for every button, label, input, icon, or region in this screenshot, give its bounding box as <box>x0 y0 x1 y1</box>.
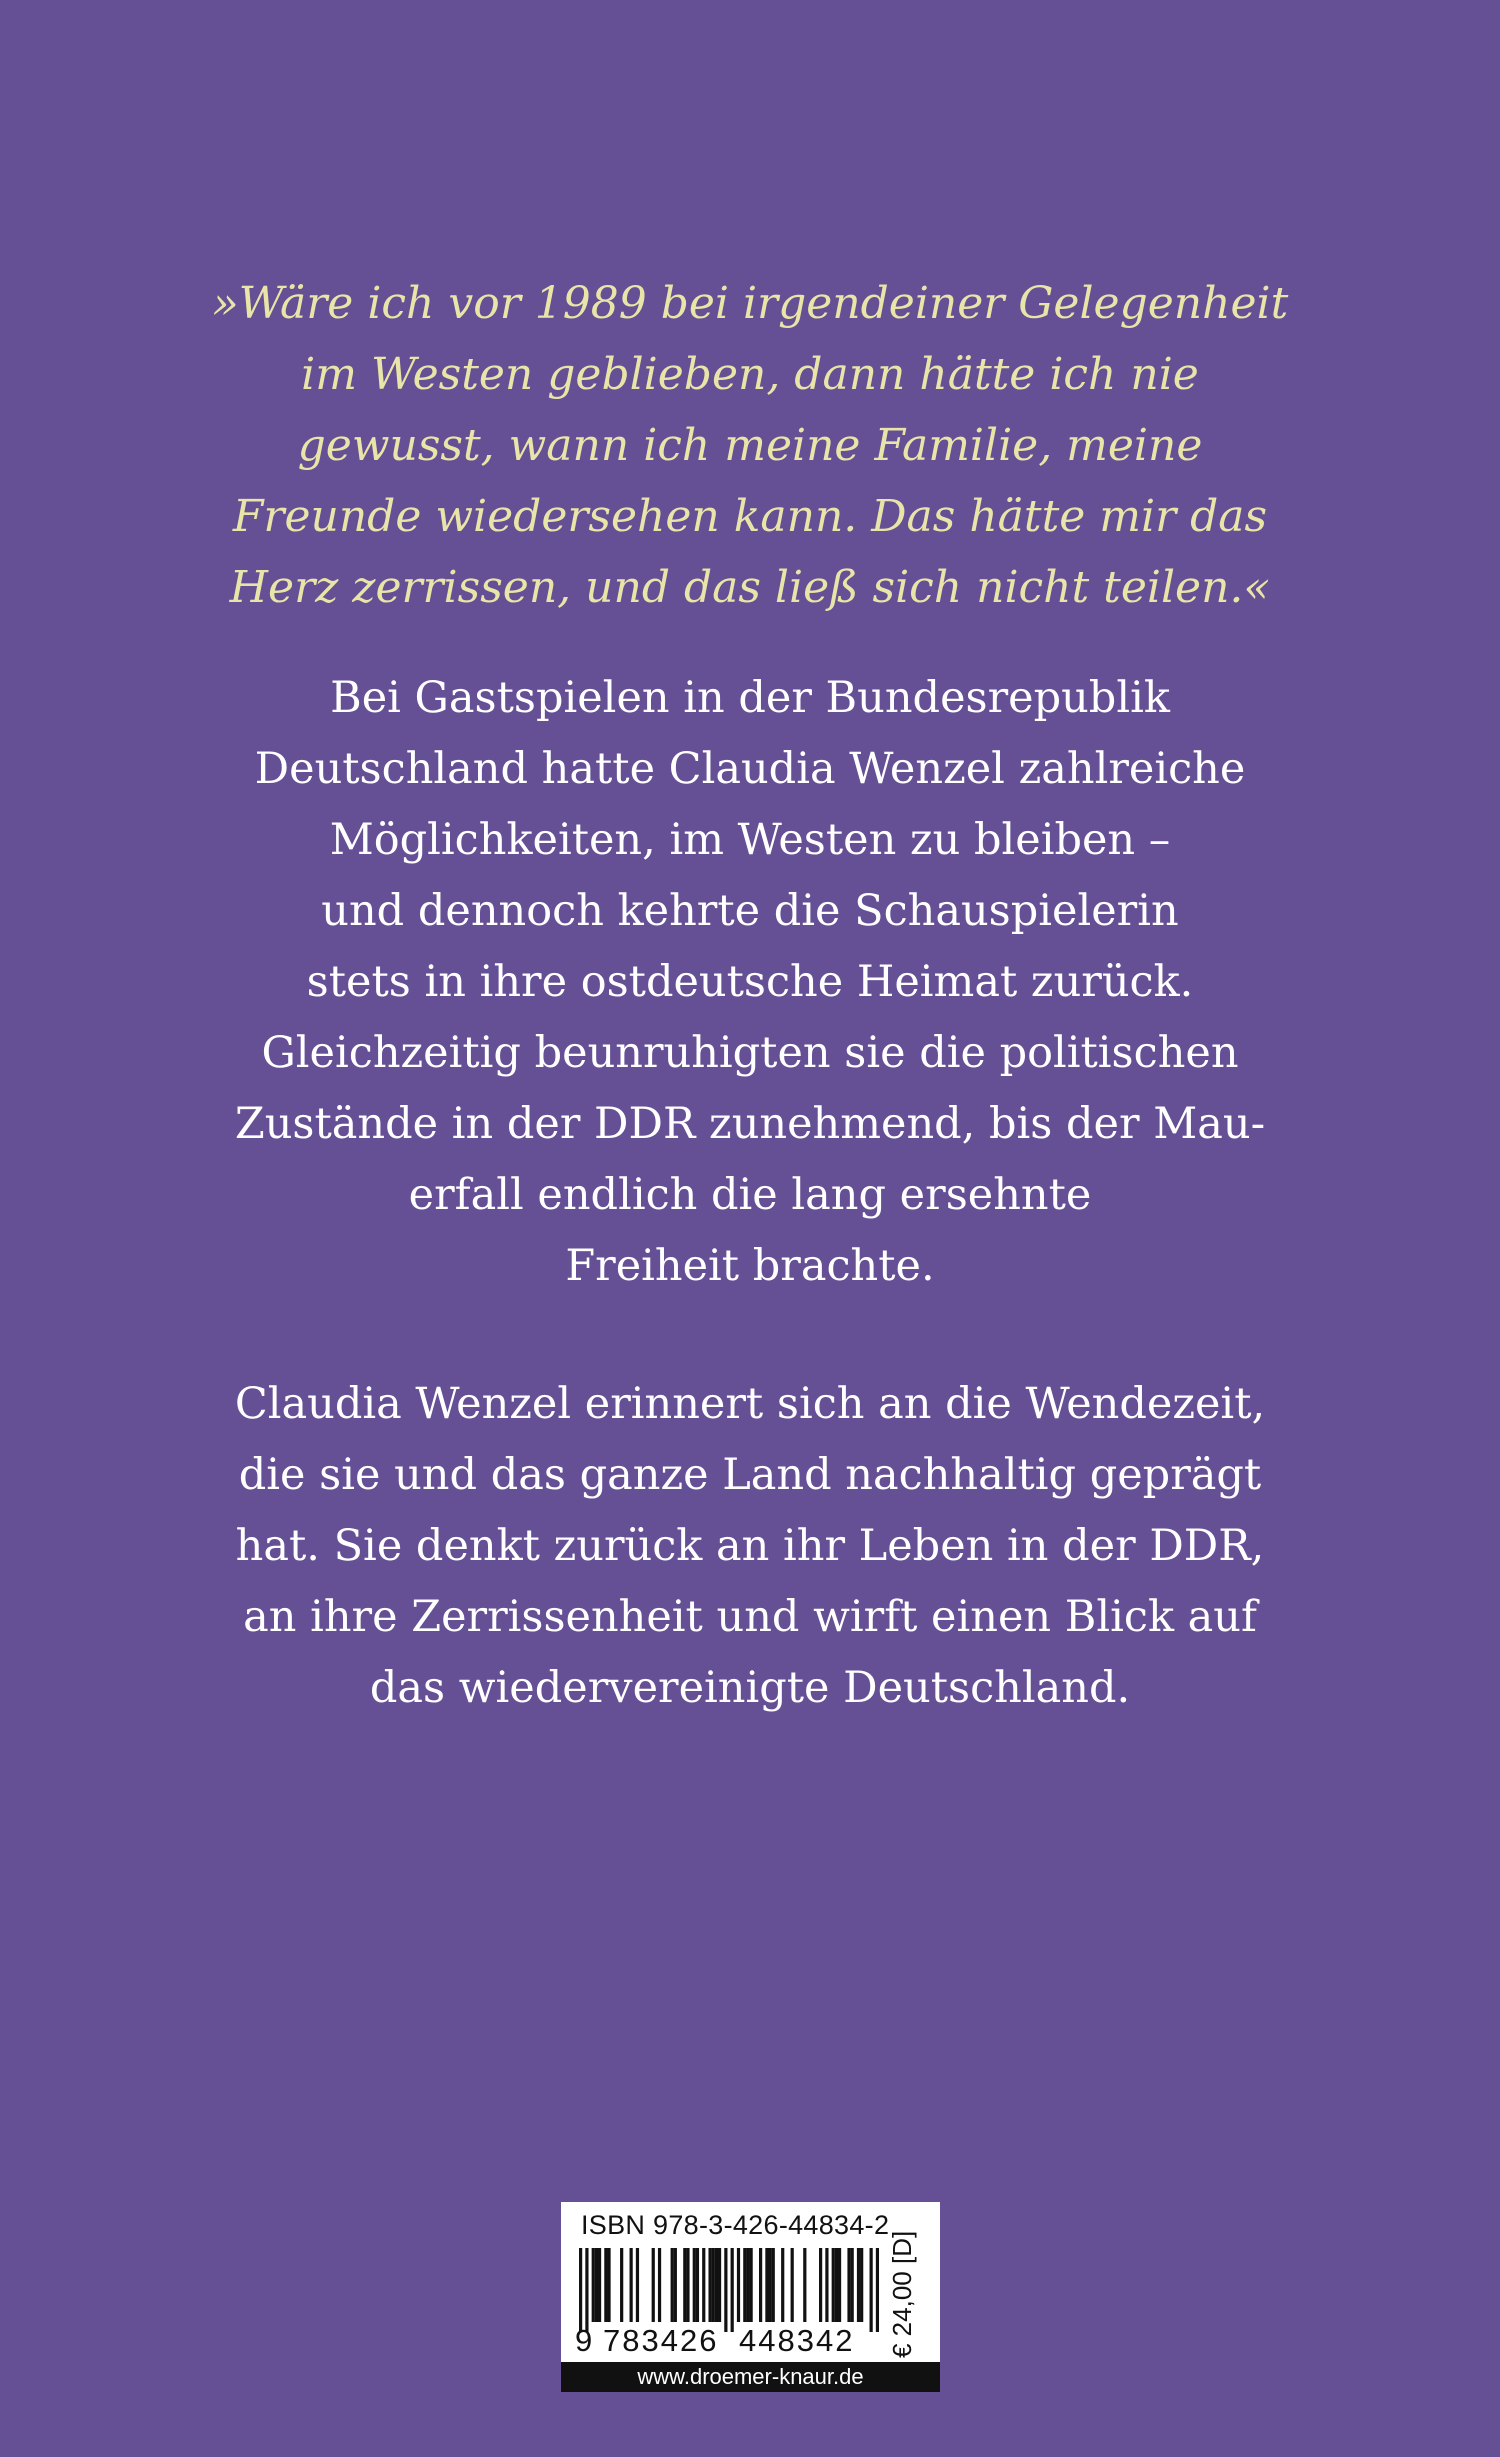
barcode-bar <box>724 2248 727 2332</box>
blurb-line: Claudia Wenzel erinnert sich an die Wendezeit, <box>234 1379 1266 1429</box>
quote-line: Freunde wiedersehen kann. Das hätte mir das <box>232 491 1268 542</box>
blurb-line: das wiedervereinigte Deutschland. <box>369 1663 1131 1713</box>
barcode-bar <box>712 2248 715 2322</box>
blurb-line: hat. Sie denkt zurück an ihr Leben in der DDR, <box>235 1521 1265 1571</box>
barcode-bar <box>636 2248 639 2322</box>
barcode-bar <box>579 2248 582 2332</box>
barcode-bar <box>765 2248 768 2322</box>
barcode-bar <box>598 2248 601 2322</box>
isbn-label: ISBN 978-3-426-44834-2 <box>581 2210 890 2240</box>
barcode-bar <box>759 2248 762 2322</box>
quote-line: »Wäre ich vor 1989 bei irgendeiner Gelegenheit <box>211 278 1289 329</box>
barcode-bar <box>715 2248 718 2322</box>
barcode-icon <box>579 2248 879 2332</box>
barcode-bar <box>746 2248 749 2322</box>
barcode-bar <box>876 2248 879 2332</box>
barcode-digits-left: 783426 <box>603 2323 719 2358</box>
blurb-line: an ihre Zerrissenheit und wirft einen Blick auf <box>243 1592 1257 1642</box>
barcode-bar <box>652 2248 655 2322</box>
barcode-bar <box>768 2248 771 2322</box>
publisher-url: www.droemer-knaur.de <box>561 2362 940 2392</box>
barcode-bar <box>592 2248 595 2322</box>
barcode-bar <box>791 2248 794 2322</box>
blurb-line: Zustände in der DDR zunehmend, bis der Mau- <box>234 1099 1266 1149</box>
blurb-line: stets in ihre ostdeutsche Heimat zurück. <box>306 957 1194 1007</box>
blurb-paragraph-1 <box>150 663 1350 1302</box>
quote-line: gewusst, wann ich meine Familie, meine <box>297 420 1203 471</box>
barcode-bar <box>803 2248 806 2322</box>
barcode-bar <box>686 2248 689 2322</box>
blurb-line: die sie und das ganze Land nachhaltig geprägt <box>238 1450 1262 1500</box>
barcode-bar <box>847 2248 850 2322</box>
barcode-bar <box>693 2248 696 2322</box>
blurb-line: und dennoch kehrte die Schauspielerin <box>321 886 1179 936</box>
barcode-bar <box>674 2248 677 2322</box>
barcode-bar <box>781 2248 784 2322</box>
blurb-line: Gleichzeitig beunruhigten sie die politischen <box>261 1028 1239 1078</box>
quote-line: im Westen geblieben, dann hätte ich nie <box>301 349 1199 400</box>
barcode-bar <box>696 2248 699 2322</box>
barcode-bar <box>857 2248 860 2322</box>
cover-quote <box>150 268 1350 623</box>
barcode-bar <box>737 2248 740 2322</box>
barcode-bar <box>718 2248 721 2322</box>
barcode-digits-right: 448342 <box>739 2323 855 2358</box>
quote-line: Herz zerrissen, und das ließ sich nicht teilen.« <box>229 562 1271 613</box>
blurb-line: Freiheit brachte. <box>565 1241 935 1291</box>
barcode-bar <box>595 2248 598 2322</box>
barcode-bar <box>825 2248 828 2322</box>
barcode-bar <box>743 2248 746 2322</box>
price-label: € 24,00 [D] <box>887 2230 917 2358</box>
blurb-line: erfall endlich die lang ersehnte <box>408 1170 1092 1220</box>
barcode-bar <box>585 2248 588 2332</box>
barcode-bar <box>819 2248 822 2322</box>
barcode-bar <box>671 2248 674 2322</box>
barcode-bar <box>731 2248 734 2332</box>
barcode-bar <box>607 2248 610 2322</box>
blurb-paragraph-2 <box>150 1369 1350 1724</box>
isbn-barcode-panel <box>561 2202 940 2362</box>
barcode-bar <box>683 2248 686 2322</box>
barcode-bar <box>870 2248 873 2332</box>
barcode-digit-first: 9 <box>575 2323 593 2358</box>
barcode-bar <box>702 2248 705 2322</box>
barcode-bar <box>832 2248 835 2322</box>
barcode-bar <box>838 2248 841 2322</box>
barcode-bar <box>860 2248 863 2322</box>
blurb-line: Bei Gastspielen in der Bundesrepublik <box>330 673 1170 723</box>
barcode-bar <box>604 2248 607 2322</box>
blurb-line: Möglichkeiten, im Westen zu bleiben – <box>329 815 1171 865</box>
barcode-bar <box>835 2248 838 2322</box>
barcode-bar <box>750 2248 753 2322</box>
blurb-line: Deutschland hatte Claudia Wenzel zahlreiche <box>254 744 1246 794</box>
barcode-bar <box>708 2248 711 2322</box>
barcode-bar <box>620 2248 623 2322</box>
barcode-bar <box>851 2248 854 2322</box>
barcode-bar <box>772 2248 775 2322</box>
barcode-bar <box>658 2248 661 2322</box>
barcode-bar <box>630 2248 633 2322</box>
